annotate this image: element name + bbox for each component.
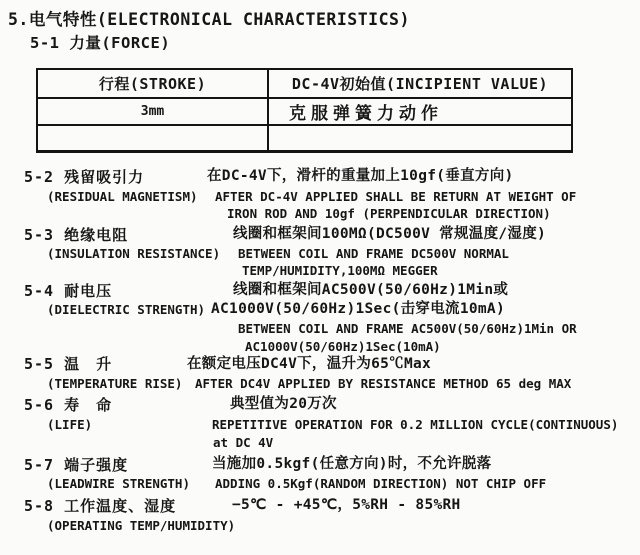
spec-5-6-value-line-3: at DC 4V	[213, 435, 274, 450]
spec-5-2-label-cn: 5-2 残留吸引力	[24, 168, 145, 186]
spec-5-6-value-line-1: 典型值为20万次	[230, 396, 337, 412]
spec-5-2-value-line-2: AFTER DC-4V APPLIED SHALL BE RETURN AT WEIGHT OF	[215, 189, 577, 204]
spec-5-2-value-line-3: IRON ROD AND 10gf (PERPENDICULAR DIRECTION)	[227, 206, 551, 221]
spec-5-4-label-en: (DIELECTRIC STRENGTH)	[47, 302, 206, 317]
spec-5-2-value-line-1: 在DC-4V下，滑杆的重量加上10gf(垂直方向)	[207, 168, 514, 184]
force-table-data-row	[38, 99, 571, 126]
spec-5-7-value-line-2: ADDING 0.5Kgf(RANDOM DIRECTION) NOT CHIP OFF	[215, 476, 547, 491]
spec-5-4-value-line-4: AC1000V(50/60Hz)1Sec(10mA)	[245, 339, 441, 354]
spec-5-2-label-en: (RESIDUAL MAGNETISM)	[47, 189, 198, 204]
force-table-empty-row	[38, 126, 571, 150]
spec-5-7-label-cn: 5-7 端子强度	[24, 456, 129, 474]
spec-5-5-value-line-2: AFTER DC4V APPLIED BY RESISTANCE METHOD 65 deg MAX	[195, 376, 572, 391]
spec-5-8-label-en: (OPERATING TEMP/HUMIDITY)	[47, 518, 236, 533]
spec-5-6-value-line-2: REPETITIVE OPERATION FOR 0.2 MILLION CYCLE(CONTINUOUS)	[212, 417, 619, 432]
force-table	[36, 68, 573, 153]
spec-5-3-value-line-1: 线圈和框架间100MΩ(DC500V 常规温度/湿度)	[233, 226, 547, 242]
section-title: 5.电气特性(ELECTRONICAL CHARACTERISTICS)	[8, 10, 410, 29]
spec-5-3-label-cn: 5-3 绝缘电阻	[24, 226, 129, 244]
spec-5-4-value-line-3: BETWEEN COIL AND FRAME AC500V(50/60Hz)1Min OR	[238, 321, 577, 336]
spec-5-4-value-line-1: 线圈和框架间AC500V(50/60Hz)1Min或	[233, 282, 509, 298]
spec-5-3-value-line-2: BETWEEN COIL AND FRAME DC500V NORMAL	[238, 246, 509, 261]
spec-5-5-value-line-1: 在额定电压DC4V下，温升为65℃Max	[187, 356, 432, 372]
force-table-empty-cell-2	[269, 126, 571, 150]
force-table-header-row	[38, 70, 571, 99]
spec-5-3-value-line-3: TEMP/HUMIDITY,100MΩ MEGGER	[242, 263, 438, 278]
spec-5-5-label-cn: 5-5 温 升	[24, 355, 113, 373]
subsection-title-force: 5-1 力量(FORCE)	[30, 34, 171, 52]
spec-5-6-label-cn: 5-6 寿 命	[24, 396, 113, 414]
spec-5-5-label-en: (TEMPERATURE RISE)	[47, 376, 183, 391]
spec-5-6-label-en: (LIFE)	[47, 417, 93, 432]
spec-5-4-value-line-2: AC1000V(50/60Hz)1Sec(击穿电流10mA)	[211, 301, 505, 317]
spec-5-3-label-en: (INSULATION RESISTANCE)	[47, 246, 221, 261]
force-table-cell-stroke: 3mm	[38, 99, 269, 124]
force-table-empty-cell-1	[38, 126, 269, 150]
force-table-cell-value: 克服弹簧力动作	[289, 104, 443, 124]
force-table-header-incipient-value: DC-4V初始值(INCIPIENT VALUE)	[291, 75, 549, 93]
spec-5-8-label-cn: 5-8 工作温度、湿度	[24, 497, 177, 515]
spec-5-7-label-en: (LEADWIRE STRENGTH)	[47, 476, 190, 491]
spec-5-4-label-cn: 5-4 耐电压	[24, 282, 113, 300]
spec-5-8-value-line-1: −5℃ - +45℃，5%RH - 85%RH	[232, 497, 461, 513]
spec-5-7-value-line-1: 当施加0.5kgf(任意方向)时，不允许脱落	[212, 456, 492, 472]
force-table-header-stroke: 行程(STROKE)	[38, 70, 269, 97]
